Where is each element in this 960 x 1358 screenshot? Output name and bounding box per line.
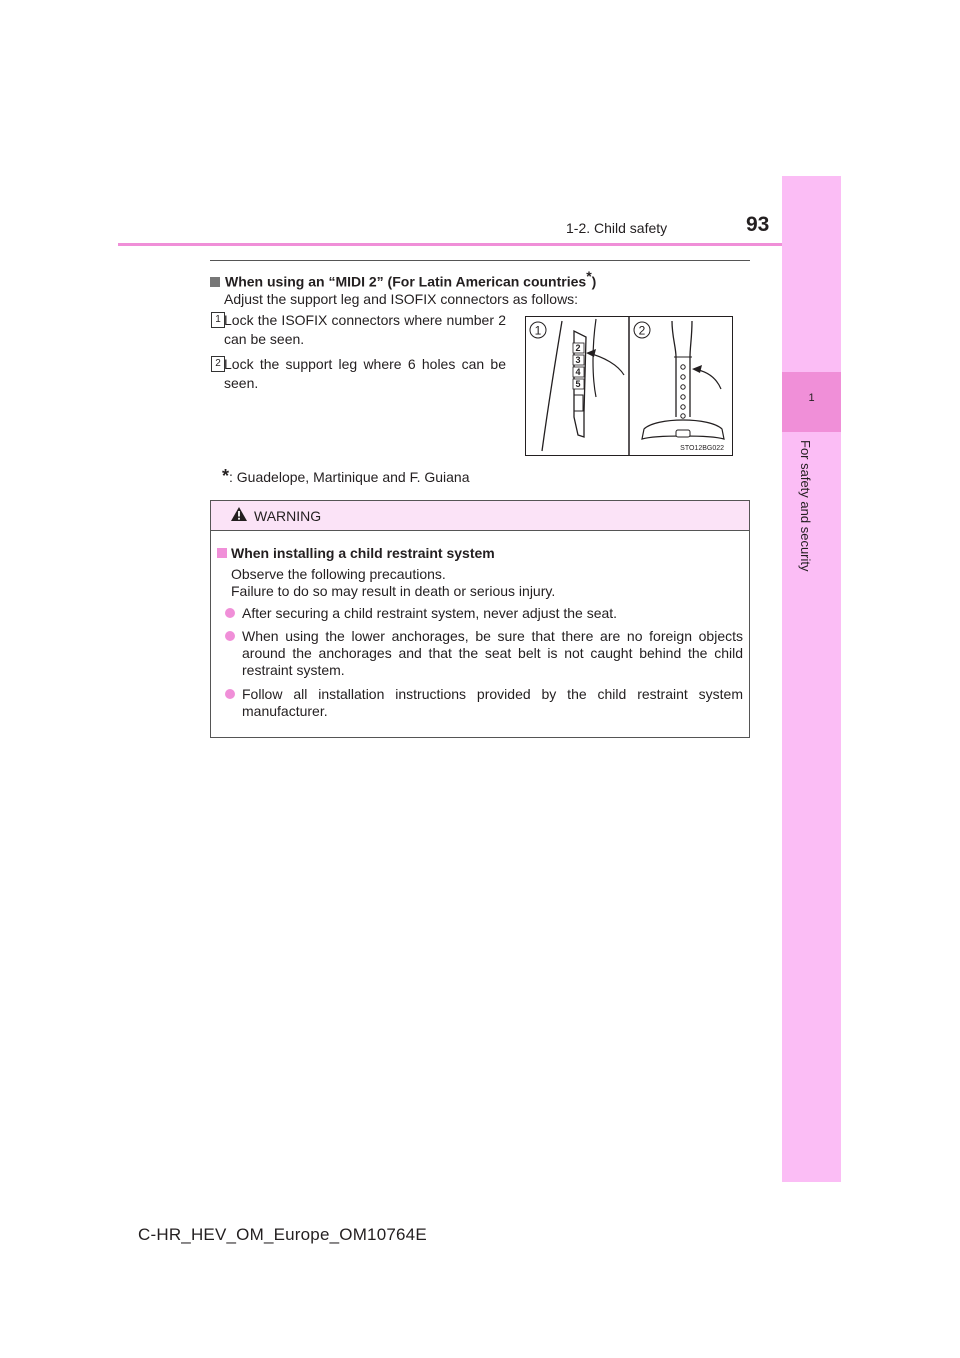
warning-bullet-1: After securing a child restraint system, never adjust the seat. — [225, 605, 743, 622]
section-title — [210, 268, 596, 290]
step-text-2: Lock the support leg where 6 holes can be seen. — [224, 356, 506, 391]
scale-number-5: 5 — [575, 379, 581, 389]
arrowhead-icon-1 — [586, 349, 596, 357]
step-number-2: 2 — [211, 356, 225, 372]
foot-button — [676, 430, 690, 437]
section-header: 1-2. Child safety — [566, 220, 668, 236]
seat-edge-line — [542, 321, 562, 451]
support-leg-holes — [681, 365, 685, 418]
warning-label: WARNING — [254, 508, 322, 524]
warning-icon — [230, 506, 248, 522]
square-bullet-icon — [210, 277, 220, 287]
section-intro: Adjust the support leg and ISOFIX connectors as follows: — [224, 291, 579, 307]
callout-1-label: 1 — [534, 323, 542, 338]
section-title-mark: * — [586, 268, 592, 284]
side-tab — [782, 176, 841, 1182]
step-text-1: Lock the ISOFIX connectors where number 2 can be seen. — [224, 312, 506, 347]
chapter-number: 1 — [808, 392, 815, 404]
warning-subtitle — [217, 545, 495, 561]
section-divider — [210, 260, 750, 261]
warning-line-2: Failure to do so may result in death or serious injury. — [231, 583, 556, 599]
bullet-dot-icon — [225, 608, 235, 618]
figure-code: STO12BG022 — [680, 445, 724, 452]
footnote — [222, 466, 470, 487]
chapter-title: For safety and security — [798, 440, 813, 572]
warning-line-1: Observe the following precautions. — [231, 566, 446, 582]
section-title-end: ) — [591, 273, 597, 290]
scale-number-4: 4 — [575, 367, 581, 377]
document-id-footer: C-HR_HEV_OM_Europe_OM10764E — [138, 1225, 427, 1244]
arrowhead-icon-2 — [692, 365, 702, 373]
scale-number-2: 2 — [575, 343, 581, 353]
chapter-title-tab — [798, 440, 824, 590]
step-number-1: 1 — [211, 312, 225, 328]
square-bullet-icon — [217, 548, 227, 558]
installation-figure — [525, 316, 733, 456]
bullet-dot-icon — [225, 631, 235, 641]
bullet-dot-icon — [225, 689, 235, 699]
scale-number-3: 3 — [575, 355, 581, 365]
callout-2-label: 2 — [638, 323, 646, 338]
warning-box — [210, 500, 750, 738]
chapter-number-tab — [782, 372, 841, 432]
header-divider — [118, 243, 840, 246]
warning-bullet-3: Follow all installation instructions provided by the child restraint system manufacturer. — [225, 686, 743, 720]
seat-cushion-line — [593, 319, 596, 397]
warning-subtitle-text: When installing a child restraint system — [231, 545, 495, 561]
warning-bullet-2: When using the lower anchorages, be sure that there are no foreign objects around the anchorages and that the seat belt is not caught behind the child restraint system. — [225, 628, 743, 679]
isofix-support-leg-illustration — [526, 317, 732, 455]
footnote-text: : Guadelope, Martinique and F. Guiana — [229, 469, 470, 485]
section-title-text: When using an “MIDI 2” (For Latin American countries — [225, 273, 587, 290]
page-number: 93 — [746, 213, 770, 236]
warning-header — [211, 501, 749, 531]
footnote-mark: * — [222, 466, 230, 486]
